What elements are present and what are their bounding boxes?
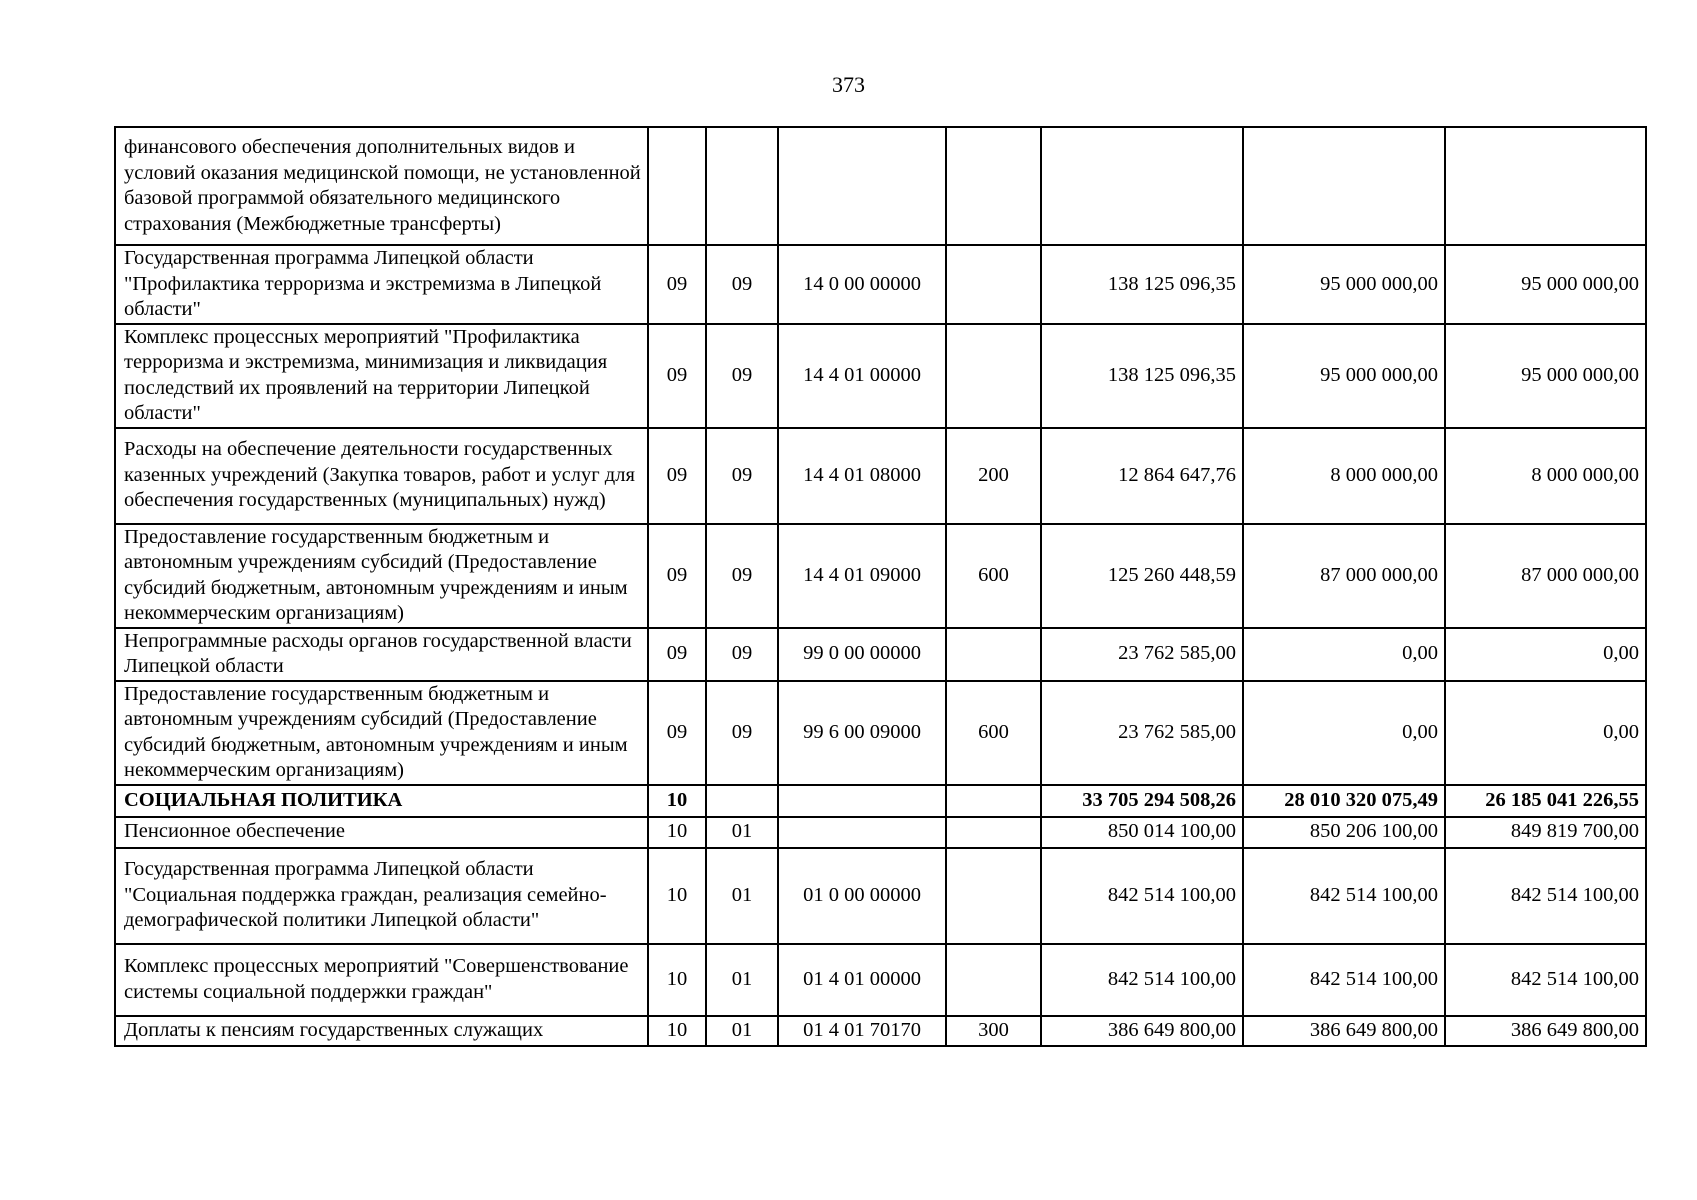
- budget-table-body: [115, 127, 1646, 1046]
- table-row: [115, 848, 1646, 944]
- row-amount-1-cell: 125 260 448,59: [1041, 524, 1243, 628]
- row-target-article-cell: 99 6 00 09000: [778, 681, 946, 785]
- row-amount-2-cell: 842 514 100,00: [1243, 944, 1445, 1016]
- row-name-cell: Непрограммные расходы органов государственной власти Липецкой области: [115, 628, 648, 681]
- row-section-cell: 09: [648, 245, 706, 324]
- table-row: [115, 944, 1646, 1016]
- row-amount-3-cell: 95 000 000,00: [1445, 245, 1646, 324]
- row-amount-3-cell: 842 514 100,00: [1445, 848, 1646, 944]
- row-target-article-cell: 14 4 01 00000: [778, 324, 946, 428]
- row-target-article-cell: 01 4 01 70170: [778, 1016, 946, 1046]
- row-amount-1-cell: 850 014 100,00: [1041, 817, 1243, 848]
- row-expense-type-cell: 600: [946, 524, 1041, 628]
- row-amount-1-cell: 23 762 585,00: [1041, 628, 1243, 681]
- row-amount-3-cell: 8 000 000,00: [1445, 428, 1646, 524]
- row-section-cell: 10: [648, 817, 706, 848]
- table-row-total: [115, 785, 1646, 817]
- row-target-article-cell: [778, 785, 946, 817]
- row-subsection-cell: [706, 127, 778, 245]
- row-subsection-cell: 09: [706, 428, 778, 524]
- row-expense-type-cell: [946, 324, 1041, 428]
- row-amount-1-cell: 12 864 647,76: [1041, 428, 1243, 524]
- row-target-article-cell: 14 4 01 08000: [778, 428, 946, 524]
- row-section-cell: 09: [648, 524, 706, 628]
- row-name-cell: Предоставление государственным бюджетным и автономным учреждениям субсидий (Предоставление субсидий бюджетным, автономным учреждениям и иным некоммерческим организациям): [115, 681, 648, 785]
- table-row: [115, 628, 1646, 681]
- row-amount-1-cell: 33 705 294 508,26: [1041, 785, 1243, 817]
- row-section-cell: 09: [648, 628, 706, 681]
- row-amount-3-cell: [1445, 127, 1646, 245]
- row-amount-3-cell: 842 514 100,00: [1445, 944, 1646, 1016]
- row-subsection-cell: 09: [706, 245, 778, 324]
- row-amount-1-cell: 23 762 585,00: [1041, 681, 1243, 785]
- row-amount-2-cell: 0,00: [1243, 681, 1445, 785]
- row-amount-3-cell: 0,00: [1445, 681, 1646, 785]
- table-row: [115, 324, 1646, 428]
- row-section-cell: 10: [648, 785, 706, 817]
- budget-table: [114, 126, 1647, 1047]
- row-amount-3-cell: 0,00: [1445, 628, 1646, 681]
- row-amount-3-cell: 95 000 000,00: [1445, 324, 1646, 428]
- row-expense-type-cell: [946, 127, 1041, 245]
- row-name-cell: Доплаты к пенсиям государственных служащих: [115, 1016, 648, 1046]
- row-amount-3-cell: 386 649 800,00: [1445, 1016, 1646, 1046]
- row-name-cell: финансового обеспечения дополнительных видов и условий оказания медицинской помощи, не установленной базовой программой обязательного медицинского страхования (Межбюджетные трансферты): [115, 127, 648, 245]
- row-target-article-cell: 14 4 01 09000: [778, 524, 946, 628]
- row-amount-1-cell: 842 514 100,00: [1041, 944, 1243, 1016]
- row-name-cell: Расходы на обеспечение деятельности государственных казенных учреждений (Закупка товаров, работ и услуг для обеспечения государственных (муниципальных) нужд): [115, 428, 648, 524]
- row-name-cell: СОЦИАЛЬНАЯ ПОЛИТИКА: [115, 785, 648, 817]
- table-row: [115, 1016, 1646, 1046]
- row-name-cell: Предоставление государственным бюджетным и автономным учреждениям субсидий (Предоставление субсидий бюджетным, автономным учреждениям и иным некоммерческим организациям): [115, 524, 648, 628]
- row-section-cell: 09: [648, 428, 706, 524]
- row-expense-type-cell: 300: [946, 1016, 1041, 1046]
- row-subsection-cell: 01: [706, 848, 778, 944]
- row-amount-2-cell: 87 000 000,00: [1243, 524, 1445, 628]
- row-target-article-cell: 01 4 01 00000: [778, 944, 946, 1016]
- row-expense-type-cell: 200: [946, 428, 1041, 524]
- row-name-cell: Государственная программа Липецкой области "Профилактика терроризма и экстремизма в Липецкой области": [115, 245, 648, 324]
- row-amount-2-cell: 842 514 100,00: [1243, 848, 1445, 944]
- row-subsection-cell: 01: [706, 817, 778, 848]
- row-section-cell: 09: [648, 324, 706, 428]
- row-amount-3-cell: 87 000 000,00: [1445, 524, 1646, 628]
- row-amount-1-cell: 386 649 800,00: [1041, 1016, 1243, 1046]
- row-section-cell: 10: [648, 944, 706, 1016]
- row-section-cell: 10: [648, 848, 706, 944]
- row-amount-2-cell: 850 206 100,00: [1243, 817, 1445, 848]
- row-name-cell: Государственная программа Липецкой области "Социальная поддержка граждан, реализация семейно-демографической политики Липецкой области": [115, 848, 648, 944]
- row-subsection-cell: [706, 785, 778, 817]
- row-amount-2-cell: 95 000 000,00: [1243, 245, 1445, 324]
- row-name-cell: Комплекс процессных мероприятий "Профилактика терроризма и экстремизма, минимизация и ликвидация последствий их проявлений на территории Липецкой области": [115, 324, 648, 428]
- row-expense-type-cell: 600: [946, 681, 1041, 785]
- row-target-article-cell: 01 0 00 00000: [778, 848, 946, 944]
- table-row: [115, 127, 1646, 245]
- table-row: [115, 428, 1646, 524]
- table-row: [115, 245, 1646, 324]
- row-amount-3-cell: 849 819 700,00: [1445, 817, 1646, 848]
- row-target-article-cell: 99 0 00 00000: [778, 628, 946, 681]
- table-row: [115, 524, 1646, 628]
- row-target-article-cell: [778, 127, 946, 245]
- row-subsection-cell: 09: [706, 524, 778, 628]
- table-row: [115, 817, 1646, 848]
- row-amount-2-cell: 8 000 000,00: [1243, 428, 1445, 524]
- row-amount-2-cell: [1243, 127, 1445, 245]
- row-expense-type-cell: [946, 628, 1041, 681]
- table-row: [115, 681, 1646, 785]
- row-section-cell: 09: [648, 681, 706, 785]
- row-amount-1-cell: 842 514 100,00: [1041, 848, 1243, 944]
- row-name-cell: Комплекс процессных мероприятий "Совершенствование системы социальной поддержки граждан": [115, 944, 648, 1016]
- row-target-article-cell: [778, 817, 946, 848]
- row-amount-1-cell: 138 125 096,35: [1041, 245, 1243, 324]
- row-subsection-cell: 09: [706, 324, 778, 428]
- row-subsection-cell: 09: [706, 681, 778, 785]
- row-amount-2-cell: 28 010 320 075,49: [1243, 785, 1445, 817]
- row-expense-type-cell: [946, 848, 1041, 944]
- row-amount-3-cell: 26 185 041 226,55: [1445, 785, 1646, 817]
- row-expense-type-cell: [946, 817, 1041, 848]
- row-amount-2-cell: 0,00: [1243, 628, 1445, 681]
- row-expense-type-cell: [946, 785, 1041, 817]
- row-amount-1-cell: 138 125 096,35: [1041, 324, 1243, 428]
- row-target-article-cell: 14 0 00 00000: [778, 245, 946, 324]
- row-amount-1-cell: [1041, 127, 1243, 245]
- row-expense-type-cell: [946, 245, 1041, 324]
- row-section-cell: [648, 127, 706, 245]
- row-expense-type-cell: [946, 944, 1041, 1016]
- row-amount-2-cell: 386 649 800,00: [1243, 1016, 1445, 1046]
- page-number: 373: [832, 72, 865, 97]
- row-subsection-cell: 01: [706, 1016, 778, 1046]
- row-subsection-cell: 09: [706, 628, 778, 681]
- row-name-cell: Пенсионное обеспечение: [115, 817, 648, 848]
- row-section-cell: 10: [648, 1016, 706, 1046]
- row-amount-2-cell: 95 000 000,00: [1243, 324, 1445, 428]
- row-subsection-cell: 01: [706, 944, 778, 1016]
